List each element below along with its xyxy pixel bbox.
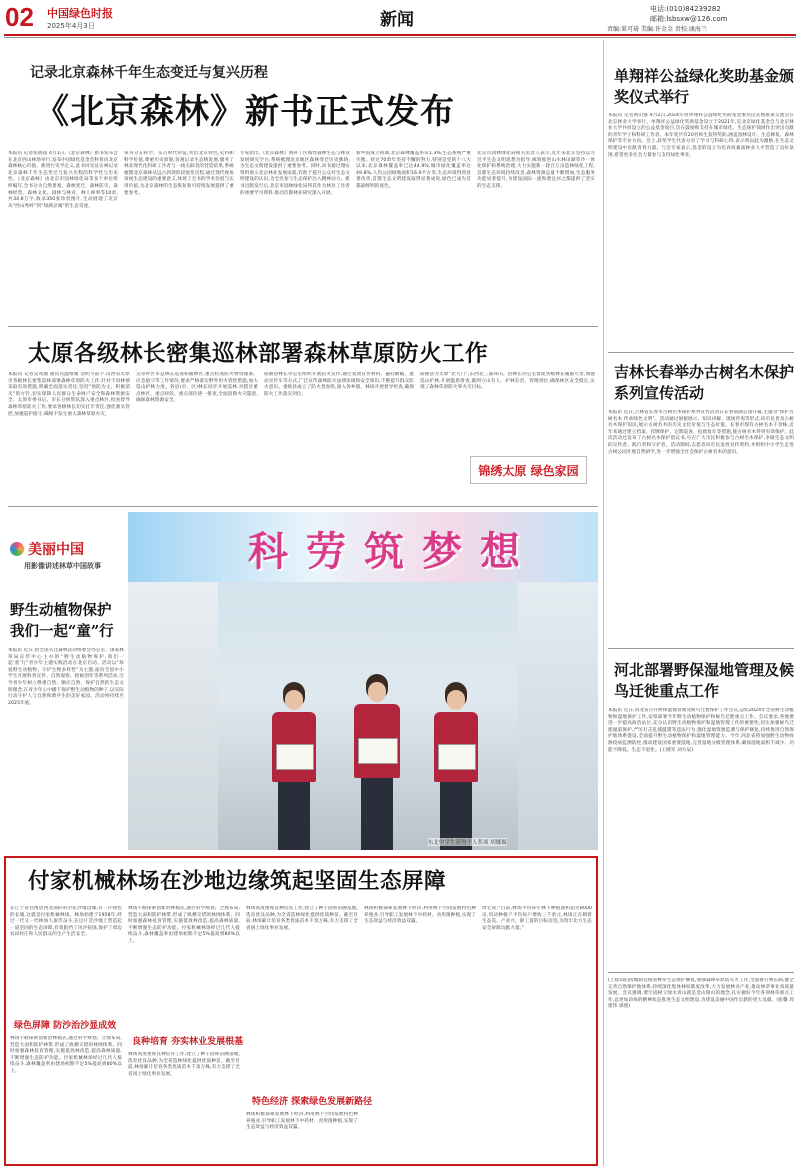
art2-col3: 阳曲县林长办公室组织开展防火宣传,通过发放宣传材料、悬挂横幅、流动宣传车等方式,广泛宣传森林防火法律法规和安全知识,不断提升群众防火意识。娄烦县成立了防火督查组,深入各乡镇、林场开展督导检查,确保防火工作落实到位。 bbox=[264, 372, 414, 397]
student-2 bbox=[348, 674, 406, 850]
art2-title: 太原各级林长密集巡林部署森林草原防火工作 bbox=[28, 341, 489, 367]
art4-col5: 周宏说:“目前,林场平均每年林下种植面积超过8000亩,用动种植户平均每户增收三千余元,林场正在朝着生态美、产业兴、职工富的目标迈进,为筑牢北方生态安全屏障贡献力量。” bbox=[482, 906, 592, 931]
student-1 bbox=[266, 682, 321, 850]
art1-title: 《北京森林》新书正式发布 bbox=[35, 92, 455, 132]
art2-bottom-rule bbox=[8, 506, 598, 507]
right-column-divider bbox=[603, 40, 604, 1166]
issue-date: 2025年4月3日 bbox=[47, 22, 95, 30]
right3-body: 本报讯 近日,河北省召开野保湿地管理及候鸟迁徙保护工作会议,总结2024年全省野生动植物和湿地保护工作,安排部署今年野生动植物保护和候鸟迁徙重点工作。会议要求,各地要进一步提高政治站位,充分认识野生动植物保护和湿地管理工作的重要性,切实加强候鸟迁徙通道保护,严厉打击乱捕滥猎等违法行为,强化湿地资源监测与保护修复,持续推进自然保护地体系建设,全面提升野生动植物保护和湿地管理能力。今年,河北省将加强野生动物疫源疫病监测防控,推动建设国家重要湿地,完善湿地分级管理体系,确保湿地面积不减少、功能不降低、生态不退化。(王晓军 刘方辰) bbox=[608, 708, 794, 753]
art4-col4: 林场积极探索发展林下经济,利用林下空间发展特色种养殖业,引导职工发展林下中药材、食用菌种植,实现了生态效益与经济效益双赢。 bbox=[364, 906, 476, 925]
continued-story: (上接1版)因地制宜推进林草生态保护修复,加强森林草原防灭火工作,全面推行林长制,健全完善自然保护地体系,持续深化集体林权制度改革,大力发展林业产业,推动林草事业高质量发展。会议强调,要牢固树立绿水青山就是金山银山的理念,扎实做好今年各项林草重点工作,以更加昂扬的精神状态推进生态文明建设,为建设美丽中国作出新的更大贡献。(张馨 周建伟 邢燕) bbox=[608, 978, 794, 1010]
photo-right-panel bbox=[518, 582, 598, 850]
right2-body: 本报讯 近日,吉林省长春市古树名木保护系列宣传活动在长春南湖公园开幕,主题为“保护古树名木 传承绿色文明”。活动通过展板展示、知识讲解、现场咨询等形式,向市民普及古树名木保护知识,展示古树名木的历史文化价值与生态价值。长春市现有古树名木千余株,近年来通过建立档案、挂牌保护、定期巡查、抢救复壮等措施,使古树名木得到有效保护。此次活动还发布了古树名木保护倡议书,号召广大市民积极参与古树名木保护,争做生态文明的宣传者、践行者和守护者。活动期间,志愿者向市民发放宣传资料,并组织中小学生走进古树公园开展自然研学,进一步增强全社会保护古树名木的意识。 bbox=[608, 410, 794, 455]
right2-title: 吉林长春举办古树名木保护系列宣传活动 bbox=[614, 363, 795, 402]
art1-col5: 北京市园林绿化局相关负责人表示,近年来北京坚持以习近平生态文明思想为指导,统筹推进山水林田湖草沙一体化保护和系统治理,大力实施新一轮百万亩造林绿化工程,首都生态环境持续改善,森林资源总量不断增加,生态服务功能显著提升,为建设国际一流和谐宜居之都提供了坚实的生态支撑。 bbox=[477, 151, 595, 189]
right3-title: 河北部署野保湿地管理及候鸟迁徙重点工作 bbox=[614, 661, 795, 700]
right2-bottom-rule bbox=[608, 648, 794, 649]
masthead-rule-thin bbox=[4, 37, 796, 38]
beautiful-china-label: 美丽中国 bbox=[28, 542, 84, 558]
beautiful-china-logo bbox=[10, 538, 122, 560]
news-photo bbox=[128, 512, 598, 850]
editors-line: 责编:果可琦 美编:许金金 责校:康海兰 bbox=[607, 26, 707, 33]
art4-col2a: 林场不断探索创新治林模式,通过科学规划、合理布局,营造大面积防护林带,形成了纵横交错的林网体系。同时加强森林抚育管理,实施低效林改造,提高森林质量,不断增强生态防护功能。付家机械林场经过几代人接续奋斗,森林覆盖率由建场初期不足5%提高到80%以上。 bbox=[128, 906, 240, 944]
art4-sub2: 良种培育 夯实林业发展根基 bbox=[132, 1037, 244, 1047]
paper-name: 中国绿色时报 bbox=[47, 7, 113, 20]
right1-bottom-rule bbox=[608, 352, 794, 353]
art4-sub3: 特色经济 探索绿色发展新路径 bbox=[252, 1097, 373, 1107]
art1-col1: 本报讯 记者张晓超 4月1日,《北京森林》新书发布会在北京西山林场举行,发布中国绿化基金会科普向北京森林核心价值、新进行史学定义,此书回见证实林记录北京森林千年生态变迁与复兴历程的科学性与历史性。《北京森林》由北京市园林绿化局等多个单位组织编写,全书分为自然景观、森林变迁、森林防灾、森林经营、森林文化、园林与林业、林人林事等10章,共34.8万字,收录350张珍贵图片,生动展现了北京从“西山秃岭”到“绿满京城”的生态奇迹。 bbox=[8, 151, 118, 209]
art4-col1a: 在辽宁省昌图县西北部的科尔沁沙地边缘,有一片绿色的长城,这就是付家机械林场。林场始建于1958年,经过一代又一代林场人艰苦奋斗,在这片荒沙地上营造起一道坚固的生态屏障,有效阻挡了风沙侵蚀,保护了周边农田村庄和人民群众的生产生活安全。 bbox=[10, 906, 122, 938]
student-3 bbox=[428, 682, 483, 850]
art1-col2: 该书分五科学、实占时代特征,突出北京特色,史料和科学价值,尊重历史原貌,客观记录生态统发展,服务了林业现代化科研工作者与一线关联者的营造结果,系统梳理北京森林从远古到现阶段演变历程,通过现代视角审视生态建设的重要意义,体现了全书的学术价值与实用价值,为北京森林的生态恢复和可持续发展提供了重要参考。 bbox=[124, 151, 234, 196]
art2-col4: 阳曲县为太原“北大门”,东西北三面环山。县林长办公室督促各级林长履职尽责,加强巡山护林,开展隐患排查,做到守山有人、护林有责、管理到位,确保林区安全稳定,实现了森林草原防火零火灾目标。 bbox=[420, 372, 595, 391]
badge-box bbox=[470, 456, 587, 484]
photo-left-panel bbox=[128, 582, 218, 850]
right1-title: 单翔祥公益绿化奖助基金颁奖仪式举行 bbox=[614, 67, 795, 106]
art2-col1: 本报讯 记者吴凤丽 通讯员温维媛 清明节前夕,山西省太原市各级林长密集巡林部署森林草原防火工作,针对不同林情采取有效措施,明确全面落实责任,坚持“预防为主、积极消灭”的方针,切实保障人民群众生命财产安全和森林资源安全。太原市委书记、市长分别带队深入重点林区,检查督导森林草原防火工作,要求各级林长切实扛牢责任,强化源头管控,加强巡护值守,确保不发生重大森林草原火灾。 bbox=[8, 372, 130, 417]
masthead-rule bbox=[4, 34, 796, 36]
art1-bottom-rule bbox=[8, 326, 598, 327]
art4-col2b: 林场高度重视良种培育工作,建立了种子园和苗圃基地,选育优良品种,为全省造林绿化提供优质种苗。截至目前,林场累计培育各类优质苗木千余万株,有力支撑了全省国土绿化事业发展。 bbox=[128, 1052, 240, 1077]
art4-title: 付家机械林场在沙地边缘筑起坚固生态屏障 bbox=[28, 869, 447, 894]
badge-text: 锦绣太原 绿色家园 bbox=[478, 463, 579, 478]
page-number: 02 bbox=[5, 2, 34, 32]
art4-col3b: 林场积极探索发展林下经济,利用林下空间发展特色种养殖业,引导职工发展林下中药材、食用菌种植,实现了生态效益与经济效益双赢。 bbox=[246, 1112, 358, 1131]
art1-col4: 新中国成立初期,北京森林覆盖率仅1.3%,生态系统严重失衡。经过70余年坚持不懈的努力,特别是党的十八大以来,北京森林覆盖率已达44.9%,城市绿化覆盖率达49.8%,人均公园绿地面积16.9平方米,生态环境得到显著改善,首都生态文明建设取得显著成效,绿色已成为首都最鲜明的底色。 bbox=[356, 151, 471, 189]
contact-email: 邮箱:lsbsxw@126.com bbox=[650, 15, 728, 23]
art4-col3a: 林场高度重视良种培育工作,建立了种子园和苗圃基地,选育优良品种,为全省造林绿化提供优质种苗。截至目前,林场累计培育各类优质苗木千余万株,有力支撑了全省国土绿化事业发展。 bbox=[246, 906, 358, 931]
section-title: 新闻 bbox=[380, 10, 414, 30]
art4-sub1: 绿色屏障 防沙治沙显成效 bbox=[14, 1021, 117, 1031]
art3-body: 本报讯 近日,由全国关注森林活动组委会办公室、国家林草局宣传中心主办的“野生动植物保护,我们一起‘童’行”青少年主题实践活动在北京启动。活动以“珍爱野生动植物、守护生物多样性”为主题,面向全国中小学生开展科普宣传、自然观察、绘画创作等系列活动,引导青少年树立尊重自然、顺应自然、保护自然的生态文明理念,在青少年心中播下保护野生动植物的种子,以实际行动守护人与自然和谐共生的美好家园。活动将持续至2025年底。 bbox=[8, 648, 124, 706]
flower-icon bbox=[10, 542, 24, 556]
art4-col1b: 林场不断探索创新治林模式,通过科学规划、合理布局,营造大面积防护林带,形成了纵横交错的林网体系。同时加强森林抚育管理,实施低效林改造,提高森林质量,不断增强生态防护功能。付家机械林场经过几代人接续奋斗,森林覆盖率由建场初期不足5%提高到80%以上。 bbox=[10, 1036, 122, 1074]
beautiful-china-slogan: 用影像讲述林草中国故事 bbox=[24, 562, 101, 570]
right3-bottom-rule bbox=[608, 972, 794, 973]
art1-kicker: 记录北京森林千年生态变迁与复兴历程 bbox=[30, 65, 268, 81]
right1-body: 本报讯 记者黄山强 4月2日,2024年度单翔祥公益绿化奖助基金颁奖仪式暨座谈交流会在北京林业大学举行。单翔祥公益绿化奖助基金设立于2021年,是北京绿化基金会与北京林业大学共同设立的公益基金项目,旨在鼓励和支持在城市绿化、生态保护领域作出突出贡献的青年学子和科研工作者。本年度共有20名师生获得奖助,涵盖园林设计、生态修复、森林保护等专业方向。会上,获奖学生代表分享了学习与科研心得,表示将以此为激励,在生态文明建设中贡献青春力量。与会专家表示,基金的设立为培养高素质林业人才营造了良好氛围,希望更多社会力量参与支持绿化事业。 bbox=[608, 113, 794, 158]
contact-phone: 电话:(010)84239282 bbox=[650, 5, 721, 13]
art3-title: 野生动植物保护我们一起“童”行 bbox=[10, 602, 114, 640]
art2-col2: 尖草坪区市总林长巡查柏板林区,重点检查防火物资储备、应急值守等工作情况,要求严格落实野外用火管控措施,加大巡山护林力度。各县(市、区)林长同步开展巡林,对辖区重点林区、重点时段、重点部位逐一排查,全面消除火灾隐患,确保森林资源安全。 bbox=[136, 372, 258, 404]
art1-col3: 专家指出,《北京森林》填补了区域性森林生态与林业发展研究空白,系统梳理北京地区森林变迁历史脉络,为生态文明建设提供了重要参考。同时,该书通过翔实资料展示北京林业发展成就,有助于提升公众对生态文明建设的认识,为全民参与生态保护注入精神动力。新书出版发行后,北京市园林绿化局将其作为林业工作者的重要学习资料,推动首都林业研究深入开展。 bbox=[240, 151, 350, 196]
photo-banner-text: 科劳筑梦想 bbox=[248, 528, 538, 575]
photo-caption: 东北中学生获得个人奖项 胡娜摄 bbox=[428, 840, 507, 846]
